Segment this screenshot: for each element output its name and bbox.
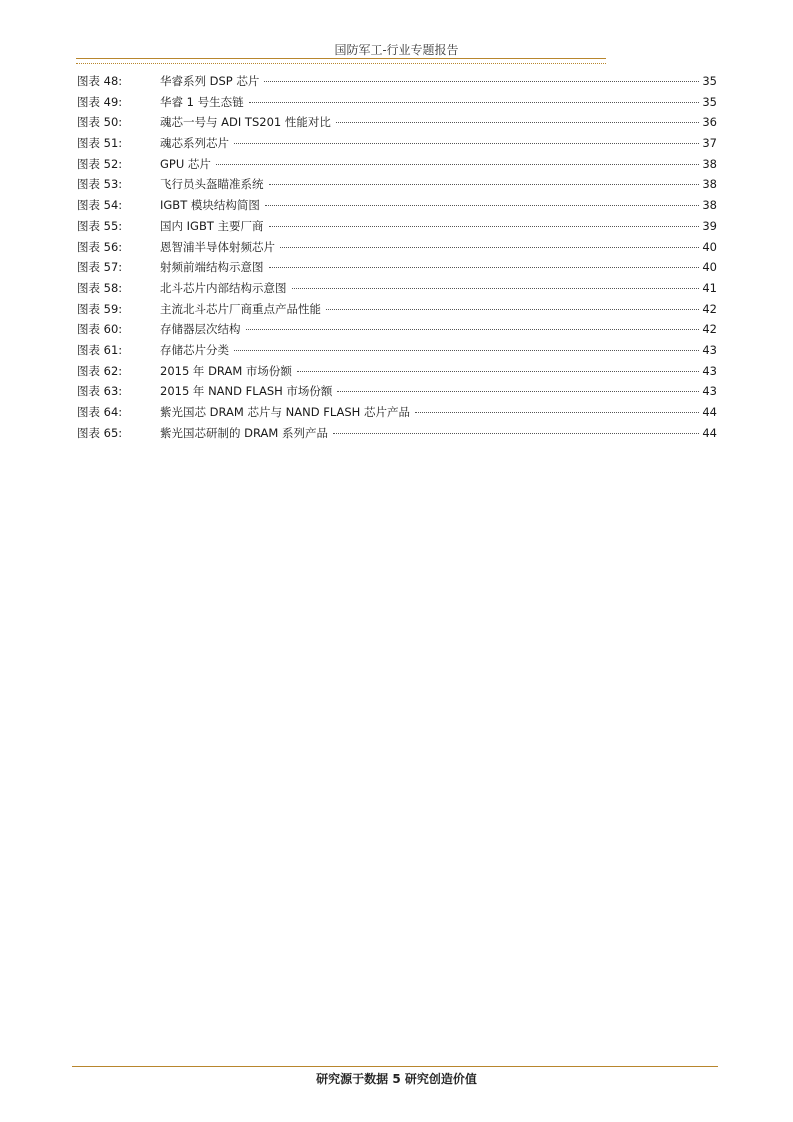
toc-dot-leader	[265, 193, 699, 206]
toc-dot-leader	[415, 400, 699, 413]
toc-page-number: 36	[702, 115, 717, 130]
footer-slogan: 研究源于数据 5 研究创造价值	[316, 1072, 477, 1086]
toc-page-number: 40	[702, 239, 717, 254]
footer-divider	[72, 1066, 718, 1067]
toc-dot-leader	[234, 131, 699, 144]
toc-dot-leader	[337, 379, 699, 392]
toc-figure-title[interactable]: IGBT 模块结构简图	[160, 198, 260, 213]
toc-dot-leader	[297, 359, 699, 372]
toc-dot-leader	[234, 338, 699, 351]
toc-figure-label: 图表 58:	[77, 280, 123, 295]
toc-page-number: 38	[702, 198, 717, 213]
toc-figure-title[interactable]: 存储器层次结构	[160, 322, 241, 337]
toc-page-number: 41	[702, 280, 717, 295]
toc-page-number: 42	[702, 322, 717, 337]
toc-dot-leader	[333, 421, 699, 434]
toc-page-number: 44	[702, 425, 717, 440]
toc-page-number: 38	[702, 177, 717, 192]
toc-dot-leader	[264, 69, 699, 82]
toc-row[interactable]	[77, 402, 717, 423]
toc-dot-leader	[336, 110, 699, 123]
toc-figure-title[interactable]: 2015 年 NAND FLASH 市场份额	[160, 384, 333, 399]
toc-figure-title[interactable]: 射频前端结构示意图	[160, 260, 264, 275]
toc-page-number: 40	[702, 260, 717, 275]
toc-figure-title[interactable]: 魂芯系列芯片	[160, 136, 229, 151]
toc-figure-label: 图表 63:	[77, 384, 123, 399]
toc-page-number: 43	[702, 342, 717, 357]
toc-row[interactable]	[77, 154, 717, 175]
toc-dot-leader	[249, 90, 699, 103]
toc-figure-label: 图表 55:	[77, 218, 123, 233]
toc-figure-title[interactable]: 主流北斗芯片厂商重点产品性能	[160, 301, 321, 316]
toc-figure-title[interactable]: 北斗芯片内部结构示意图	[160, 280, 287, 295]
toc-row[interactable]	[77, 423, 717, 444]
toc-figure-title[interactable]: 恩智浦半导体射频芯片	[160, 239, 275, 254]
toc-row[interactable]	[77, 381, 717, 402]
toc-page-number: 35	[702, 74, 717, 88]
toc-figure-label: 图表 51:	[77, 136, 123, 151]
toc-figure-title[interactable]: 华睿 1 号生态链	[160, 94, 244, 109]
toc-figure-title[interactable]: GPU 芯片	[160, 156, 211, 171]
toc-figure-title[interactable]: 紫光国芯 DRAM 芯片与 NAND FLASH 芯片产品	[160, 405, 410, 419]
toc-row[interactable]	[77, 216, 717, 237]
toc-dot-leader	[246, 317, 700, 330]
toc-dot-leader	[269, 214, 699, 227]
toc-figure-title[interactable]: 国内 IGBT 主要厂商	[160, 218, 264, 233]
toc-dot-leader	[292, 276, 700, 289]
toc-page-number: 39	[702, 218, 717, 233]
toc-figure-label: 图表 62:	[77, 363, 123, 378]
header-divider	[76, 58, 606, 59]
toc-figure-title[interactable]: 紫光国芯研制的 DRAM 系列产品	[160, 425, 328, 440]
toc-row[interactable]	[77, 133, 717, 154]
toc-page-number: 42	[702, 301, 717, 316]
toc-figure-title[interactable]: 飞行员头盔瞄准系统	[160, 177, 264, 192]
toc-figure-title[interactable]: 2015 年 DRAM 市场份额	[160, 363, 292, 378]
toc-figure-label: 图表 61:	[77, 342, 123, 357]
toc-figure-label: 图表 50:	[77, 115, 123, 130]
toc-dot-leader	[280, 235, 699, 248]
toc-page-number: 43	[702, 384, 717, 399]
toc-figure-label: 图表 65:	[77, 425, 123, 440]
toc-dot-leader	[269, 172, 700, 185]
toc-row[interactable]	[77, 195, 717, 216]
toc-figure-label: 图表 49:	[77, 94, 123, 109]
toc-row[interactable]	[77, 257, 717, 278]
toc-figure-label: 图表 52:	[77, 156, 123, 171]
toc-row[interactable]	[77, 299, 717, 320]
toc-row[interactable]	[77, 71, 717, 92]
toc-figure-title[interactable]: 华睿系列 DSP 芯片	[160, 74, 260, 88]
toc-page-number: 44	[702, 405, 717, 419]
toc-page-number: 37	[702, 136, 717, 151]
toc-figure-title[interactable]: 存储芯片分类	[160, 342, 229, 357]
toc-figure-label: 图表 57:	[77, 260, 123, 275]
table-of-figures	[77, 71, 717, 443]
toc-row[interactable]	[77, 92, 717, 113]
toc-row[interactable]	[77, 112, 717, 133]
header-dotted-divider	[76, 63, 606, 64]
toc-figure-label: 图表 56:	[77, 239, 123, 254]
toc-page-number: 38	[702, 156, 717, 171]
toc-dot-leader	[216, 152, 699, 165]
toc-row[interactable]	[77, 237, 717, 258]
toc-figure-label: 图表 60:	[77, 322, 123, 337]
toc-row[interactable]	[77, 319, 717, 340]
toc-figure-label: 图表 54:	[77, 198, 123, 213]
toc-dot-leader	[326, 297, 699, 310]
toc-row[interactable]	[77, 361, 717, 382]
toc-figure-title[interactable]: 魂芯一号与 ADI TS201 性能对比	[160, 115, 331, 130]
toc-page-number: 35	[702, 94, 717, 109]
toc-row[interactable]	[77, 174, 717, 195]
toc-dot-leader	[269, 255, 700, 268]
toc-row[interactable]	[77, 340, 717, 361]
toc-figure-label: 图表 64:	[77, 405, 123, 419]
toc-figure-label: 图表 59:	[77, 301, 123, 316]
page-header-title: 国防军工-行业专题报告	[334, 43, 459, 57]
toc-figure-label: 图表 48:	[77, 74, 123, 88]
toc-page-number: 43	[702, 363, 717, 378]
toc-row[interactable]	[77, 278, 717, 299]
toc-figure-label: 图表 53:	[77, 177, 123, 192]
